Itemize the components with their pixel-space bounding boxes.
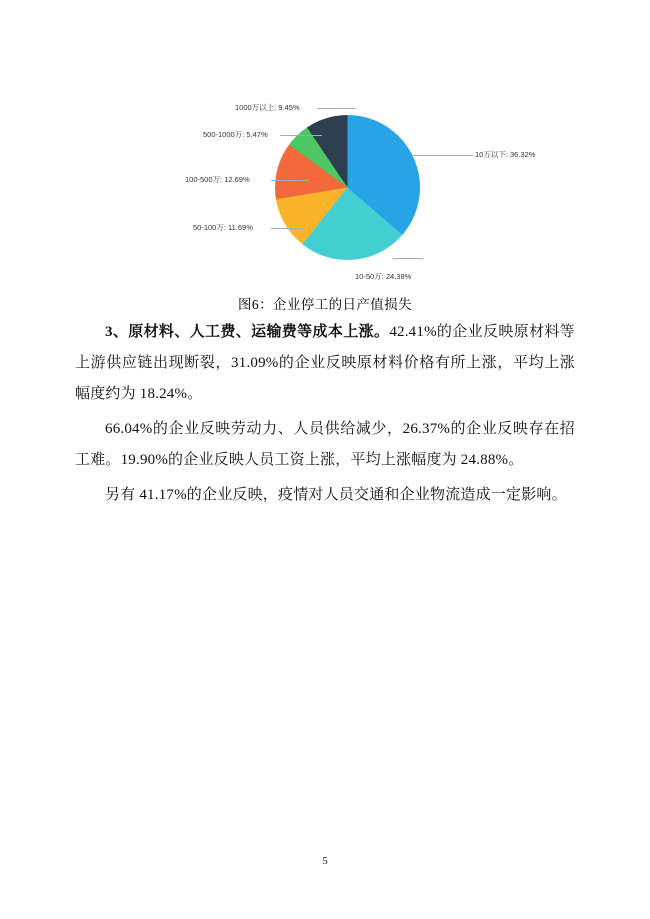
pie-label-50-100wan: 50-100万: 11.69% — [193, 223, 253, 232]
pie-label-1000wan-above: 1000万以上: 9.45% — [235, 103, 300, 112]
leader-line-5 — [280, 135, 322, 136]
leader-line-4 — [271, 180, 309, 181]
page-number: 5 — [322, 855, 328, 867]
leader-line-1 — [413, 155, 473, 156]
figure-caption: 图6：企业停工的日产值损失 — [238, 297, 412, 312]
pie-label-500-1000wan: 500-1000万: 5.47% — [203, 130, 268, 139]
pie-label-10wan-below: 10万以下: 36.32% — [475, 150, 536, 159]
paragraph-2 — [75, 414, 575, 476]
leader-line-3 — [271, 228, 303, 229]
paragraph-3-text: 另有 41.17%的企业反映，疫情对人员交通和企业物流造成一定影响。 — [105, 487, 567, 503]
pie-chart — [75, 60, 575, 285]
paragraph-2-text: 66.04%的企业反映劳动力、人员供给减少，26.37%的企业反映存在招工难。19.90%的企业反映人员工资上涨，平均上涨幅度为 24.88%。 — [75, 421, 575, 468]
paragraph-3 — [75, 480, 575, 511]
page-content — [75, 60, 575, 511]
pie-slices — [275, 115, 420, 260]
leader-line-2 — [393, 258, 423, 259]
paragraph-1-lead: 3、原材料、人工费、运输费等成本上涨。 — [105, 324, 390, 340]
pie-label-100-500wan: 100-500万: 12.69% — [185, 175, 250, 184]
pie-label-10-50wan: 10-50万: 24.38% — [355, 272, 412, 281]
paragraph-1 — [75, 317, 575, 410]
paragraph-1-text: 42.41%的企业反映原材料等上游供应链出现断裂，31.09%的企业反映原材料价格有所上涨，平均上涨幅度约为 18.24%。 — [75, 324, 576, 402]
pie-graphic — [275, 115, 420, 260]
leader-line-6 — [318, 108, 356, 109]
